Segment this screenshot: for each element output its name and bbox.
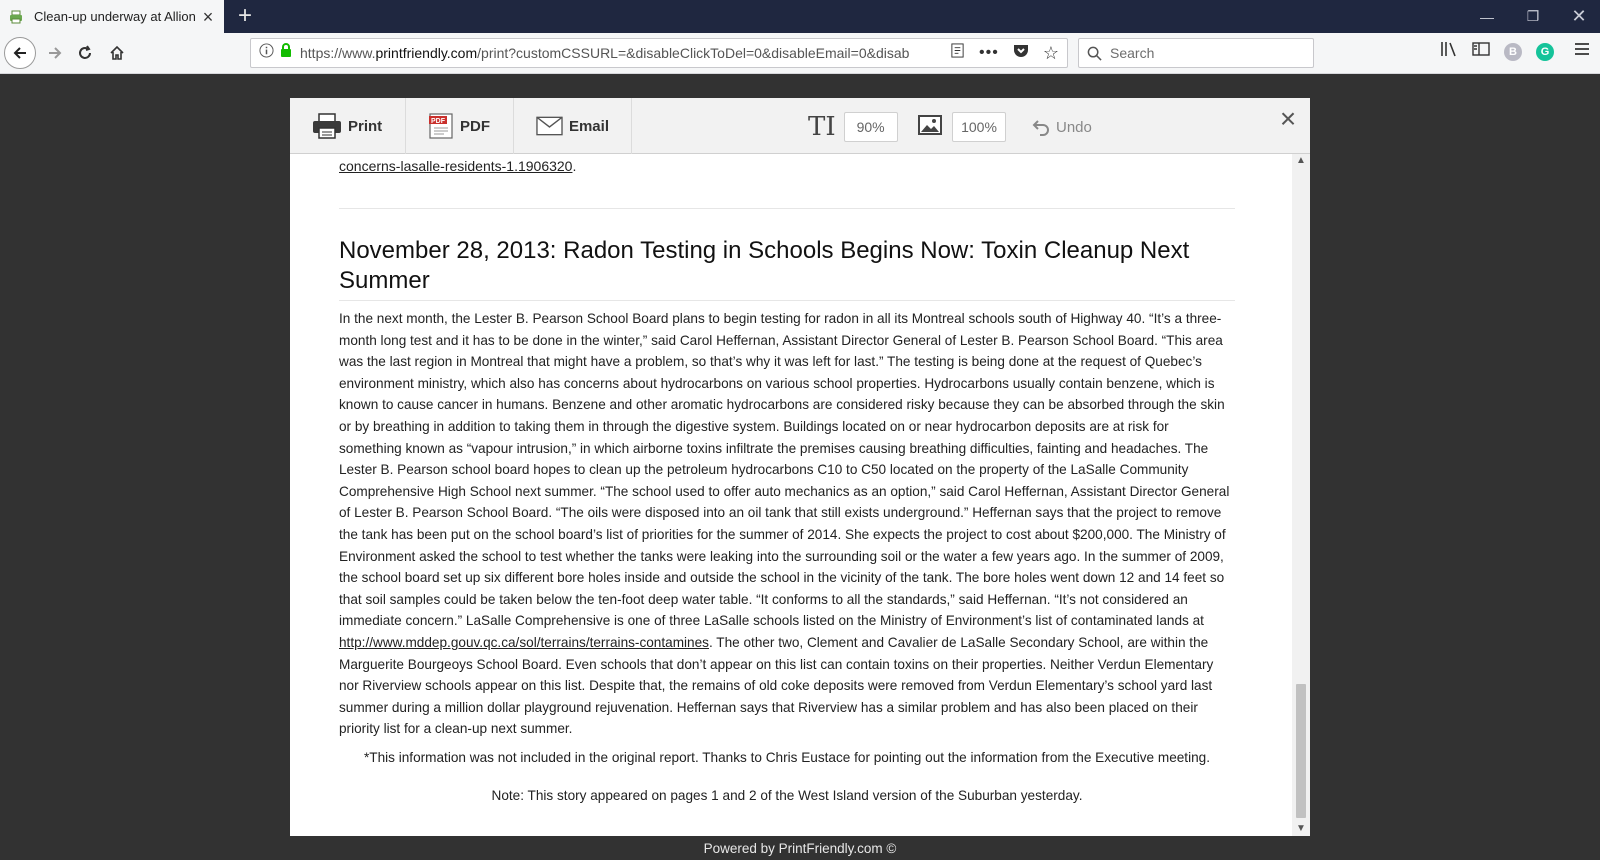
bookmark-star-icon[interactable]: ☆ <box>1042 42 1059 63</box>
window-close-icon[interactable]: ✕ <box>1571 6 1587 26</box>
pdf-button[interactable] <box>406 98 514 154</box>
print-button[interactable] <box>290 98 406 154</box>
title-divider <box>339 300 1235 301</box>
url-domain: printfriendly.com <box>375 45 478 61</box>
contaminated-lands-link[interactable]: http://www.mddep.gouv.qc.ca/sol/terrains/terrains-contamines <box>339 634 709 650</box>
email-label: Email <box>568 117 609 135</box>
divider <box>339 208 1235 209</box>
restore-icon[interactable]: ❐ <box>1526 8 1540 24</box>
undo-icon <box>1032 118 1050 136</box>
url-prefix: https://www. <box>300 45 376 61</box>
lock-icon <box>280 43 292 63</box>
undo-label: Undo <box>1056 118 1092 136</box>
scroll-down-icon[interactable]: ▼ <box>1296 823 1306 834</box>
envelope-icon <box>536 116 563 136</box>
svg-text:PDF: PDF <box>431 118 445 125</box>
forward-arrow-icon <box>47 45 63 61</box>
link-period: . <box>572 158 577 174</box>
extension-b-icon[interactable]: B <box>1504 43 1522 61</box>
article-body-part2: . The other two, Clement and Cavalier de LaSalle Secondary School, are within the Marguerite Bourgeoys School Board. Even schools that don’t appear on this list can contain toxins on their properties. Neither Verdun Elementary nor Riverview schools appear on this list. Despite that, the remains of old coke deposits were removed from Verdun Elementary’s school yard last summer during a million dollar playground rejuvenation. Heffernan says that Riverview has a similar problem and has also been placed on their priority list for a clean-up next summer. <box>339 634 1214 737</box>
printer-icon <box>312 113 342 139</box>
info-icon[interactable] <box>259 43 274 63</box>
article-title: November 28, 2013: Radon Testing in Schools Begins Now: Toxin Cleanup Next Summer <box>339 237 1190 294</box>
pdf-icon <box>428 113 454 139</box>
url-text[interactable] <box>300 45 942 61</box>
previous-article-link[interactable]: concerns-lasalle-residents-1.1906320 <box>339 158 573 174</box>
search-icon <box>1087 46 1102 61</box>
image-size-input[interactable]: 100% <box>952 112 1006 142</box>
page-actions-icon[interactable]: ••• <box>979 44 999 61</box>
search-input[interactable]: Search <box>1110 45 1155 61</box>
powered-by-footer[interactable]: Powered by PrintFriendly.com © <box>703 841 897 856</box>
tab-title: Clean-up underway at Allion <box>34 9 196 24</box>
home-icon <box>109 45 125 61</box>
search-bar[interactable] <box>1078 38 1314 68</box>
tab-bar <box>0 0 1600 33</box>
tab-close-icon[interactable]: × <box>202 6 214 27</box>
print-toolbar <box>290 98 1310 154</box>
undo-button[interactable] <box>1032 112 1092 142</box>
previous-article-link-line <box>339 158 576 174</box>
print-preview-modal <box>290 98 1310 836</box>
text-size-control <box>808 112 898 142</box>
article-content <box>290 154 1292 836</box>
navigation-bar <box>0 33 1600 74</box>
text-size-input[interactable]: 90% <box>844 112 898 142</box>
story-note: Note: This story appeared on pages 1 and 2 of the West Island version of the Suburban yesterday. <box>491 788 1083 803</box>
new-tab-button[interactable]: + <box>237 2 252 29</box>
reload-icon <box>77 45 93 61</box>
article-body-part1: In the next month, the Lester B. Pearson School Board plans to begin testing for radon in all its Montreal schools south of Highway 40. “It’s a three-month long test and it has to be done in the winter,” said Carol Heffernan, Assistant Director General of Lester B. Pearson School Board. “This area was the last region in Montreal that might have a problem, so that’s why it was left for last.” The testing is being done at the request of Quebec’s environment ministry, which also has concerns about hydrocarbons on various school properties. Hydrocarbons usually contain benzene, which is known to cause cancer in humans. Benzene and other aromatic hydrocarbons are considered risky because they can be absorbed through the skin or by breathing in addition to taking them in through the digestive system. Buildings located on or near hydrocarbon deposits are at risk for something known as “vapour intrusion,” in which airborne toxins infiltrate the premises causing breathing difficulties, fainting and headaches. The Lester B. Pearson school board hopes to clean up the petroleum hydrocarbons C10 to C50 located on the property of the LaSalle Community Comprehensive High School next summer. “The school used to offer auto mechanics as an option,” said Carol Heffernan, Assistant Director General of Lester B. Pearson School Board. “The oils were disposed into an oil tank that still exists underground.” Heffernan says that the project to remove the tank has been put on the school board’s list of priorities for the summer of 2014. She expects the project to cost about $200,000. The Ministry of Environment asked the school to test whether the tanks were leaking into the surrounding soil or the water a few years ago. In the summer of 2009, the school board set up six different bore holes inside and outside the school in the vicinity of the tank. The bore holes went down 12 and 14 feet so that soil samples could be taken below the ten-foot deep water table. “It conforms to all the standards,” said Heffernan. “It’s not considered an immediate concern.” LaSalle Comprehensive is one of three LaSalle schools listed on the Ministry of Environment’s list of contaminated lands at <box>339 311 1230 629</box>
scroll-up-icon[interactable]: ▲ <box>1296 155 1306 166</box>
grammarly-extension-icon[interactable]: G <box>1536 43 1554 61</box>
image-size-icon[interactable] <box>918 115 942 140</box>
article-body <box>339 308 1235 740</box>
sidebar-icon[interactable] <box>1472 41 1490 62</box>
text-size-icon[interactable]: TI <box>808 112 836 142</box>
information-note: *This information was not included in the original report. Thanks to Chris Eustace for pointing out the information from the Executive meeting. <box>363 750 1211 765</box>
pocket-icon[interactable] <box>1013 43 1029 63</box>
minimize-icon[interactable]: — <box>1480 8 1494 25</box>
active-tab[interactable] <box>0 0 224 33</box>
pdf-label: PDF <box>460 117 490 135</box>
content-scrollbar[interactable] <box>1292 154 1310 836</box>
forward-button[interactable] <box>40 38 70 68</box>
email-button[interactable] <box>514 98 632 154</box>
library-icon[interactable] <box>1440 41 1458 62</box>
back-button[interactable] <box>4 37 36 69</box>
back-arrow-icon <box>12 45 28 61</box>
print-label: Print <box>348 117 383 135</box>
image-size-control <box>918 112 1006 142</box>
menu-icon[interactable] <box>1574 42 1590 61</box>
printer-favicon-icon <box>8 9 24 25</box>
url-path: /print?customCSSURL=&disableClickToDel=0&disableEmail=0&disab <box>477 45 910 61</box>
home-button[interactable] <box>102 38 132 68</box>
url-bar[interactable] <box>250 38 1068 68</box>
reader-view-icon[interactable] <box>950 43 965 63</box>
scrollbar-thumb[interactable] <box>1296 684 1306 818</box>
reload-button[interactable] <box>70 38 100 68</box>
modal-close-icon[interactable]: × <box>1279 103 1297 134</box>
